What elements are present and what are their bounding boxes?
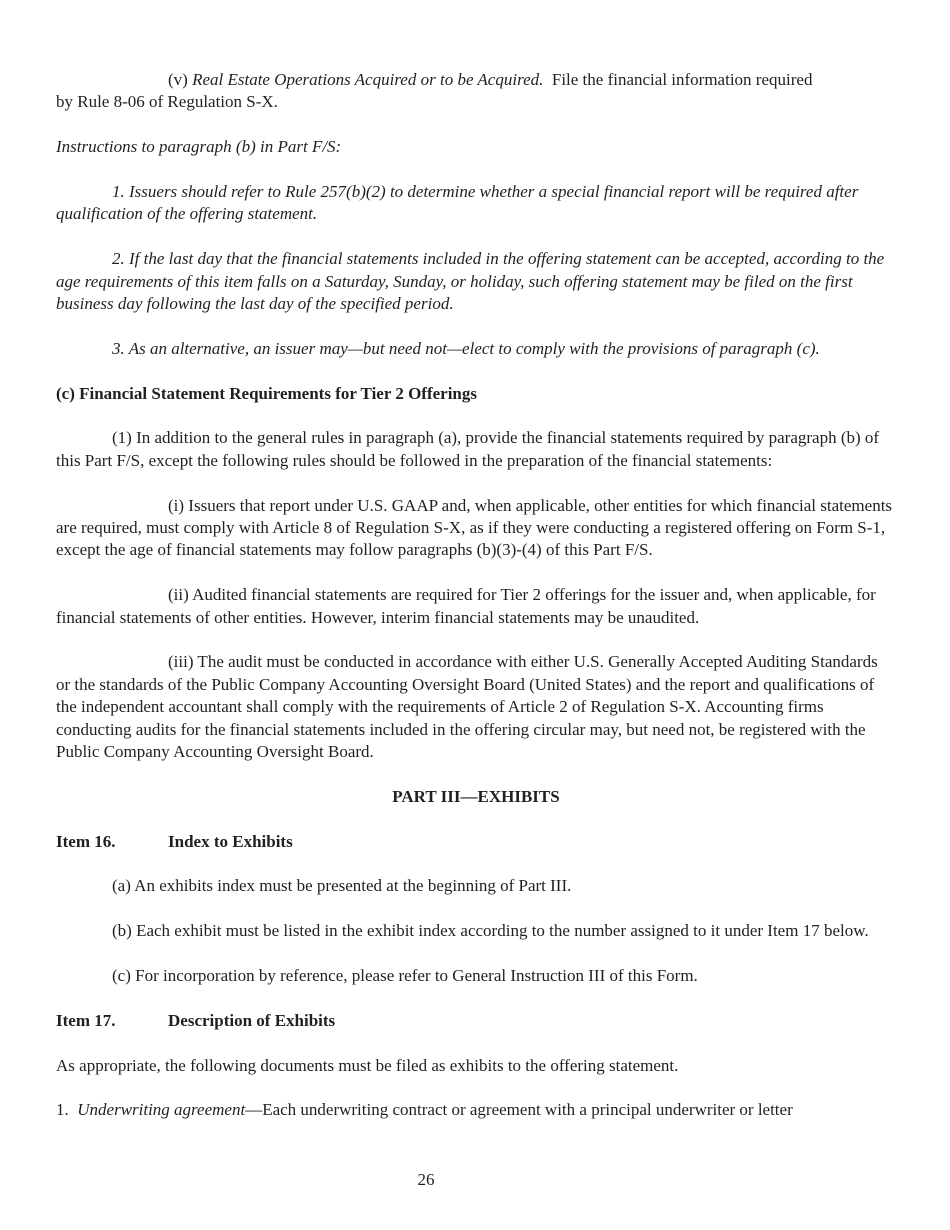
page-number: 26: [417, 1170, 435, 1189]
paragraph-c1-iii: (iii) The audit must be conducted in accordance with either U.S. Generally Accepted Auditing Standards or the standards of the Public Company Accounting Oversight Board (United States) and the report and qualifications of the independent accountant shall comply with the requirements of Article 2 of Regulation S-X. Accounting firms conducting audits for the financial statements included in the offering circular may, but need not, be registered with the Public Company Accounting Oversight Board.: [56, 652, 878, 762]
paragraph-c1-ii: (ii) Audited financial statements are required for Tier 2 offerings for the issuer and, when applicable, for financial statements of other entities. However, interim financial statements may be unaudited.: [56, 585, 876, 627]
item-16-b: (b) Each exhibit must be listed in the exhibit index according to the number assigned to it under Item 17 below.: [112, 921, 869, 941]
paragraph-v-lead: (v): [168, 70, 193, 89]
item-16-a: (a) An exhibits index must be presented at the beginning of Part III.: [112, 876, 572, 896]
paragraph-v-text: File the financial information required: [543, 70, 813, 89]
document-page: [56, 69, 896, 1122]
item-17-number: Item 17.: [56, 1010, 116, 1030]
exhibit-1: [56, 1099, 896, 1121]
section-c-heading: (c) Financial Statement Requirements for Tier 2 Offerings: [56, 383, 478, 403]
paragraph-v-title: Real Estate Operations Acquired or to be Acquired.: [192, 70, 544, 89]
exhibit-1-number: 1.: [56, 1100, 78, 1120]
instructions-heading: Instructions to paragraph (b) in Part F/S:: [56, 137, 342, 157]
paragraph-c1-i: (i) Issuers that report under U.S. GAAP and, when applicable, other entities for which financial statements are required, must comply with Article 8 of Regulation S-X, as if they were conducting a registered offering on Form S-1, except the age of financial statements may follow paragraphs (b)(3)-(4) of this Part F/S.: [56, 495, 893, 560]
instruction-1: 1. Issuers should refer to Rule 257(b)(2) to determine whether a special financial report will be required after qualification of the offering statement.: [56, 182, 859, 224]
item-17-heading: [56, 1010, 896, 1032]
exhibit-1-title: Underwriting agreement: [77, 1100, 246, 1120]
item-16-c: (c) For incorporation by reference, please refer to General Instruction III of this Form.: [112, 966, 698, 986]
item-16-heading: [56, 831, 896, 853]
item-17-title: Description of Exhibits: [168, 1010, 336, 1030]
paragraph-v-text-cont: by Rule 8-06 of Regulation S-X.: [56, 92, 278, 112]
instruction-3: 3. As an alternative, an issuer may—but need not—elect to comply with the provisions of paragraph (c).: [112, 338, 820, 358]
item-16-number: Item 16.: [56, 831, 116, 851]
paragraph-c1: (1) In addition to the general rules in paragraph (a), provide the financial statements required by paragraph (b) of this Part F/S, except the following rules should be followed in the preparation of the financial statements:: [56, 428, 880, 470]
paragraph-v: [56, 69, 896, 114]
item-17-intro: As appropriate, the following documents must be filed as exhibits to the offering statement.: [56, 1055, 679, 1075]
part-heading: PART III—EXHIBITS: [392, 786, 560, 806]
exhibit-1-text: —Each underwriting contract or agreement with a principal underwriter or letter: [245, 1100, 793, 1120]
instruction-2: 2. If the last day that the financial statements included in the offering statement can be accepted, according to the age requirements of this item falls on a Saturday, Sunday, or holiday, such offering statement may be filed on the first business day following the last day of the specified period.: [56, 249, 885, 314]
item-16-title: Index to Exhibits: [168, 831, 293, 851]
